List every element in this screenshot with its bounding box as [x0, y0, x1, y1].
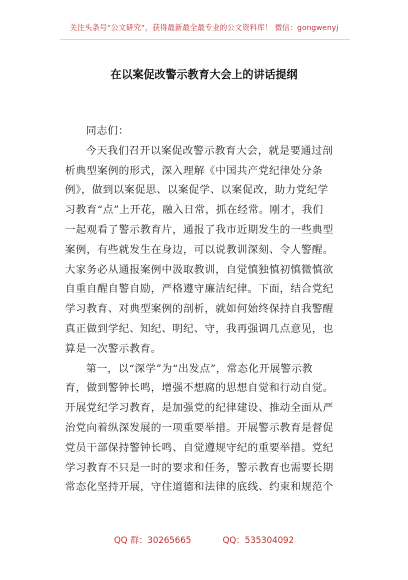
- header-banner: 关注头条号“公文研究”，获得最新最全最专业的公文资料库！ 微信：gongwenyj: [69, 23, 339, 32]
- body-line: 常态化坚持开展，守住道德和法律的底线、约束和规范个: [65, 481, 334, 494]
- document-title: 在以案促改警示教育大会上的讲话提纲: [110, 68, 298, 81]
- body-line: 学习教育不只是一时的要求和任务，警示教育也需要长期: [65, 461, 334, 474]
- body-line: 育，做到警钟长鸣，增强不想腐的思想自觉和行动自觉。: [65, 382, 334, 395]
- footer-qq-group: QQ 群：30265665: [113, 536, 192, 546]
- body-line: 治党向着纵深发展的一项重要举措。开展警示教育是督促: [65, 421, 334, 434]
- document-body: [65, 122, 348, 498]
- footer-qq: QQ：535304092: [222, 536, 294, 546]
- body-line: 第一，以“深学”为“出发点”，常态化开展警示教: [86, 362, 313, 375]
- body-line: 开展党纪学习教育，是加强党的纪律建设、推动全面从严: [65, 402, 334, 415]
- body-line: 真正做到学纪、知纪、明纪、守，我再强调几点意见，也: [65, 322, 334, 335]
- header-divider: [60, 39, 350, 40]
- salutation: 同志们：: [86, 125, 129, 137]
- body-line: 案例，有些就发生在身边，可以说教训深刻、令人警醒。: [65, 243, 334, 256]
- body-line: 自重自醒自警自励，严格遵守廉洁纪律。下面，结合党纪: [65, 283, 334, 296]
- body-line: 析典型案例的形式，深入理解《中国共产党纪律处分条: [65, 164, 323, 177]
- body-line: 学习教育、对典型案例的剖析，就如何始终保持自我警醒: [65, 303, 334, 316]
- body-line: 例》，做到以案促思、以案促学、以案促改，助力党纪学: [65, 184, 329, 197]
- body-line: 习教育“点”上开花，融入日常，抓在经常。刚才，我们: [65, 204, 324, 217]
- footer-contact: [0, 534, 408, 546]
- body-line: 党员干部保持警钟长鸣、自觉遵规守纪的重要举措。党纪: [65, 441, 334, 454]
- body-line: 大家务必从通报案例中汲取教训，自觉慎独慎初慎微慎欲: [65, 263, 334, 276]
- body-line: 算是一次警示教育。: [65, 342, 162, 355]
- body-line: 一起观看了警示教育片，通报了我市近期发生的一些典型: [65, 223, 334, 236]
- body-line: 今天我们召开以案促改警示教育大会，就是要通过剖: [86, 144, 334, 157]
